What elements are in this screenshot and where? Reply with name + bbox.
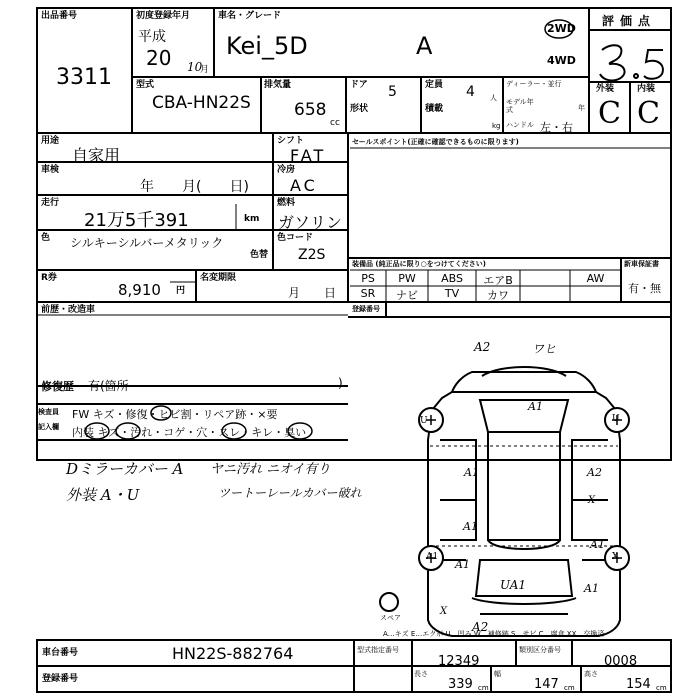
paint-label: 色替	[250, 250, 269, 260]
displacement: 658	[294, 100, 327, 120]
cert-label: 型式指定番号	[357, 646, 399, 654]
note-rail-cover: ツートーレールカバー破れ	[218, 486, 362, 500]
inspector-label: 検査員	[38, 408, 59, 416]
mark-wheel-rl: A1	[426, 552, 439, 562]
name-change-label: 名変期限	[200, 273, 237, 283]
interior-label: 内装	[637, 84, 656, 94]
length-unit: cm	[478, 684, 489, 692]
recycle-unit: 円	[176, 286, 186, 296]
repair-value: 有(箇所	[88, 379, 129, 393]
handle-label: ハンドル	[506, 121, 534, 129]
mileage-unit: km	[244, 214, 260, 224]
inspection-label: 車検	[41, 165, 60, 175]
equipment-title: 装備品 (純正品に限り○をつけてください)	[352, 260, 486, 268]
recycle-value: 8,910	[118, 281, 161, 299]
load-unit: kg	[492, 122, 501, 130]
note-mirror-cover: Dミラーカバー A	[66, 460, 184, 478]
capacity-label: 定員	[425, 80, 444, 90]
ac-label: 冷房	[277, 165, 296, 175]
mark-rear-bumper: A2	[472, 620, 489, 634]
body-shape-label: 形状	[350, 104, 369, 114]
mark-right-rear: A1	[590, 538, 605, 551]
mileage-label: 走行	[41, 198, 60, 208]
mark-bumper-front: A2	[474, 340, 491, 354]
mark-left-rear-fender: A1	[455, 558, 470, 571]
mark-hood: A1	[528, 400, 543, 413]
inspector-entry-label: 記入欄	[38, 423, 59, 431]
era: 平成	[138, 29, 166, 45]
fuel-label: 燃料	[277, 198, 296, 208]
mark-bumper-front-2: ワヒ	[532, 342, 557, 356]
equip-tv: TV	[444, 287, 460, 300]
color-label: 色	[41, 233, 51, 243]
equip-ps: PS	[361, 272, 375, 285]
handle-value: 左・右	[540, 121, 573, 134]
use-label: 用途	[41, 136, 60, 146]
drive-2wd: 2WD	[547, 22, 576, 35]
model-label: 型式	[136, 80, 155, 90]
mark-right-front-door: A2	[587, 466, 602, 479]
equip-leather: カワ	[487, 289, 509, 302]
length-value: 339	[448, 677, 473, 692]
fuel-value: ガソリン	[278, 213, 343, 232]
equip-pw: PW	[398, 272, 416, 285]
drive-4wd: 4WD	[547, 54, 576, 67]
color-code: Z2S	[298, 247, 326, 263]
cert-number: 12349	[438, 654, 480, 669]
dealer-label: ディーラー・並行	[506, 80, 562, 88]
exterior-grade: C	[598, 96, 621, 131]
note-exterior: 外装 A・U	[66, 486, 140, 504]
shift-value: FAT	[290, 146, 327, 165]
equip-sr: SR	[360, 287, 376, 300]
registration-year: 20	[146, 46, 172, 70]
history-label: 前歴・改造車	[41, 305, 96, 315]
grade: A	[416, 32, 433, 60]
chassis-number: HN22S-882764	[172, 644, 294, 663]
lot-number-label: 出品番号	[41, 11, 78, 21]
use-value: 自家用	[72, 146, 121, 165]
month-unit: 月	[200, 65, 210, 75]
repair-label: 修復歴	[41, 380, 74, 393]
repair-close: )	[338, 376, 343, 390]
score-label: 評価点	[602, 14, 657, 28]
exterior-label: 外装	[596, 84, 615, 94]
equip-aw: AW	[586, 272, 605, 285]
damage-legend: A…キズ E…エクボ U…凹み W…補修跡 S…サビ C…腐食 XX…交換済	[383, 630, 605, 638]
class-label: 類別区分番号	[519, 646, 561, 654]
inspector-row-exterior: FW キズ・修復・ヒビ割・リペア跡・×要	[72, 408, 278, 421]
mark-rear-right-bumper: A1	[584, 582, 599, 595]
interior-grade: C	[637, 96, 660, 131]
inspector-row-interior: 内装 キズ・汚れ・コゲ・穴・スレ・キレ・臭い	[72, 426, 307, 439]
capacity-unit: 人	[490, 94, 497, 102]
lot-number: 3311	[56, 65, 112, 90]
mark-wheel-rr: X	[612, 552, 619, 562]
height-value: 154	[626, 677, 651, 692]
mark-left-front-door: A1	[464, 466, 479, 479]
width-unit: cm	[564, 684, 575, 692]
shift-label: シフト	[277, 136, 305, 146]
length-label: 長さ	[414, 670, 428, 678]
mark-back-door: UA1	[500, 578, 527, 592]
inspection-value: 年 月( 日)	[140, 179, 249, 195]
color-value: シルキーシルバーメタリック	[70, 236, 224, 250]
height-label: 高さ	[584, 670, 598, 678]
name-change-value: 月 日	[288, 286, 337, 300]
sales-point-label: セールスポイント(正確に確認できるものに限ります)	[352, 138, 519, 146]
score-handwriting	[600, 45, 663, 80]
mark-rear-left-corner: X	[440, 606, 448, 617]
registration-number-label: 登録番号	[352, 305, 380, 313]
mark-right-side: X	[588, 495, 596, 506]
recycle-label: R券	[41, 273, 57, 283]
equip-abs: ABS	[441, 272, 463, 285]
model-code: CBA-HN22S	[152, 93, 251, 113]
ac-value: AC	[290, 176, 318, 195]
equip-airbag: エアB	[483, 274, 513, 287]
new-car-warranty-label: 新車保証書	[624, 260, 659, 268]
doors-label: ドア	[350, 80, 368, 90]
height-unit: cm	[656, 684, 667, 692]
chassis-label: 車台番号	[42, 648, 79, 658]
displacement-unit: cc	[330, 118, 340, 128]
class-number: 0008	[604, 654, 638, 669]
first-registration-label: 初度登録年月	[136, 11, 191, 21]
mark-left-rear-door: A1	[463, 520, 478, 533]
mark-wheel-fr: U	[612, 414, 620, 424]
load-label: 積載	[425, 104, 444, 114]
car-name: Kei_5D	[226, 32, 308, 60]
width-value: 147	[534, 677, 559, 692]
plate-label: 登録番号	[42, 674, 79, 684]
equip-navi: ナビ	[396, 289, 418, 302]
capacity: 4	[466, 84, 475, 100]
displacement-label: 排気量	[264, 80, 292, 90]
registration-month: 10	[187, 60, 203, 74]
spare-label: スペア	[380, 614, 401, 622]
note-smell: ヤニ汚れ ニオイ有り	[210, 462, 331, 477]
car-name-label: 車名・グレード	[218, 11, 282, 21]
mark-wheel-fl: U	[420, 416, 428, 426]
width-label: 幅	[494, 670, 501, 678]
new-car-warranty-value: 有・無	[628, 282, 661, 295]
model-year-unit: 年	[578, 104, 585, 112]
doors: 5	[388, 84, 397, 100]
model-year-label: モデル年式	[506, 98, 534, 114]
mileage-value: 21万5千391	[84, 210, 189, 231]
color-code-label: 色コード	[277, 233, 314, 243]
